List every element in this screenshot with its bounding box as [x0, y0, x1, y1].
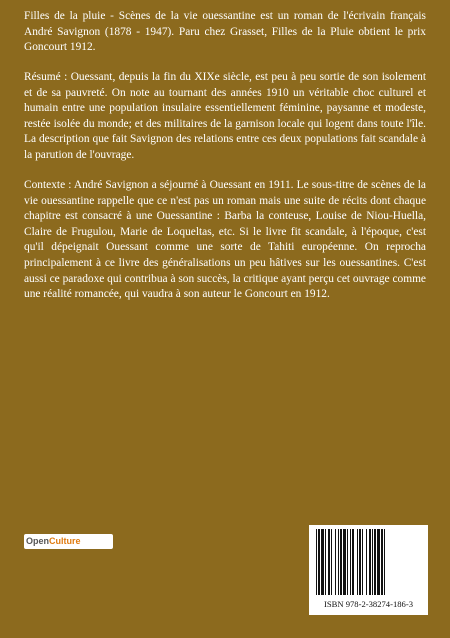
barcode-bar	[321, 529, 324, 595]
barcode-bar	[331, 529, 332, 595]
barcode-bar	[352, 529, 354, 595]
barcode-bar	[340, 529, 342, 595]
intro-paragraph: Filles de la pluie - Scènes de la vie ouessantine est un roman de l'écrivain français André Savignon (1878 - 1947). Paru chez Grasset, Filles de la Pluie obtient le prix Goncourt 1912.	[24, 10, 426, 54]
barcode-bar	[381, 529, 383, 595]
barcode-panel	[309, 525, 428, 615]
barcode-bar	[318, 529, 320, 595]
barcode-bar	[366, 529, 367, 595]
publisher-logo-part1: Open	[26, 536, 50, 546]
barcode-bar	[347, 529, 348, 595]
barcode-bar	[338, 529, 339, 595]
barcode-bar	[384, 529, 385, 595]
barcode-icon	[315, 529, 422, 595]
isbn-label: ISBN 978-2-38274-186-3	[323, 599, 414, 609]
barcode-bar	[377, 529, 380, 595]
publisher-logo-part2: Culture	[49, 536, 81, 546]
barcode-bar	[343, 529, 346, 595]
barcode-bar	[374, 529, 376, 595]
publisher-logo	[24, 534, 113, 549]
barcode-bar	[335, 529, 336, 595]
barcode-bar	[357, 529, 358, 595]
barcode-bar	[372, 529, 373, 595]
barcode-bar	[350, 529, 351, 595]
barcode-bar	[369, 529, 371, 595]
barcode-bar	[362, 529, 363, 595]
summary-paragraph: Résumé : Ouessant, depuis la fin du XIXe siècle, est peu à peu sortie de son isolement et de sa pauvreté. On note au tournant des années 1910 un véritable choc culturel et humain entre une population insulaire essentiellement féminine, paysanne et modeste, restée isolée du monde; et des militaires de la garnison locale qui logent dans toute l'île. La description que fait Savignon des relations entre ces deux populations fait scandale à la parution de l'ouvrage.	[24, 71, 426, 161]
context-paragraph: Contexte : André Savignon a séjourné à Ouessant en 1911. Le sous-titre de scènes de la vie ouessantine rappelle que ce n'est pas un roman mais une suite de récits dont chaque chapitre est consacré à une Ouessantine : Barba la conteuse, Louise de Niou-Huella, Claire de Frugulou, Marie de Loqueltas, etc. Si le livre fit scandale, à l'époque, c'est qu'il dépeignait Ouessant comme une sorte de Tahiti européenne. On reprocha principalement à ce livre des généralisations un peu hâtives sur les ouessantines. C'est aussi ce paradoxe qui contribua à son succès, la critique ayant perçu cet ouvrage comme une réalité romancée, qui vaudra à son auteur le Goncourt en 1912.	[24, 179, 426, 301]
barcode-bar	[359, 529, 361, 595]
barcode-bar	[316, 529, 317, 595]
barcode-bar	[328, 529, 330, 595]
barcode-bar	[325, 529, 326, 595]
